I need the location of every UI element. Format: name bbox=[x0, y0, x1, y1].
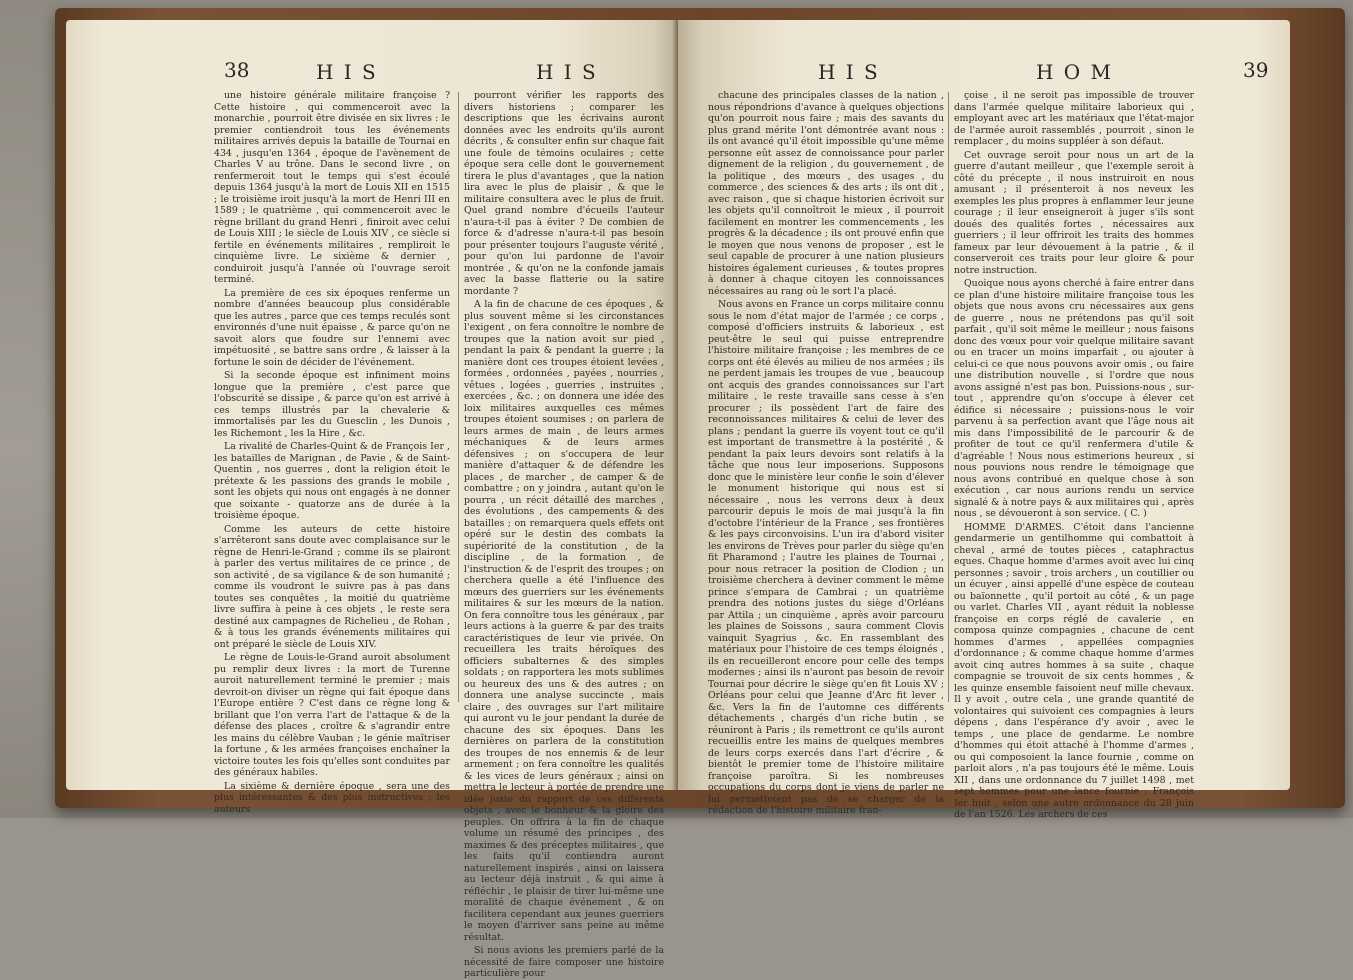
paragraph: Si la seconde époque est infiniment moins longue que la première , c'est parce que l'obscurité se dissipe , & parce qu'on est arrivé à ces temps illustrés par la chevalerie & immortalisés par les du Guesclin , les Dunois , les Richemont , les la Hire , &c. bbox=[214, 370, 450, 439]
column-rule bbox=[458, 92, 459, 702]
left-running-head: H I S bbox=[316, 60, 378, 84]
right-page bbox=[678, 20, 1290, 820]
right-running-head: H O M bbox=[1036, 60, 1114, 84]
right-running-head-1: H I S bbox=[818, 60, 880, 84]
paragraph: Si nous avions les premiers parlé de la nécessité de faire composer une histoire particulière pour bbox=[464, 945, 664, 979]
paragraph: pourront vérifier les rapports des divers historiens ; comparer les descriptions que les écrivains auront données avec les endroits qu'ils auront décrits , & consulter enfin sur chaque fait une foule de témoins oculaires ; cette époque sera celle dont le gouvernement tirera le plus d'avantages , que la nation lira avec le plus de plaisir , & que le militaire consultera avec le plus de fruit. Quel grand nombre d'écueils l'auteur n'aura-t-il pas à éviter ? De combien de force & d'adresse n'aura-t-il pas besoin pour présenter toujours l'auguste vérité , pour qu'on lui pardonne de l'avoir montrée , & qu'on ne la confonde jamais avec la basse flatterie ou la satire mordante ? bbox=[464, 90, 664, 297]
paragraph: Nous avons en France un corps militaire connu sous le nom d'état major de l'armée ; ce corps , composé d'officiers instruits & laborieux , est peut-être le seul qui puisse entreprendre l'histoire militaire françoise ; les membres de ce corps ont été élevés au milieu de nos armées ; ils ne perdent jamais les troupes de vue , beaucoup ont acquis des grandes connoissances sur l'art militaire , le reste travaille sans cesse à s'en procurer ; ils possèdent l'art de faire des reconnoissances militaires & celui de lever des plans ; pendant la guerre ils voyent tout ce qu'il est important de transmettre à la postérité , & pendant la paix leurs devoirs sont relatifs à la tâche que nous leur imposerions. Supposons donc que le ministère leur confie le soin d'élever le monument historique qui nous est si nécessaire , nous les verrons deux à deux parcourir depuis le mois de mai jusqu'à la fin d'octobre l'intérieur de la France , ses frontières & les pays circonvoisins. L'un ira d'abord visiter les environs de Trèves pour parler du siège qu'en fit Pharamond ; l'autre les plaines de Tournai , pour nous retracer la position de Clodion ; un troisième cherchera à deviner comment le même prince s'empara de Cambrai ; un quatrième prendra des notions justes du siège d'Orléans par Attila ; un cinquième , après avoir parcouru les plaines de Soissons , saura comment Clovis vainquit Syagrius , &c. En rassemblant des matériaux pour l'histoire de ces temps éloignés , ils en recueilleront encore pour celle des temps modernes ; ainsi ils n'auront pas besoin de revoir Tournai pour décrire le siège qu'en fit Louis XV ; Orléans pour celui que Jeanne d'Arc fit lever , &c. Vers la fin de l'automne ces différents détachements , chargés d'un riche butin , se réuniront à Paris ; ils remettront ce qu'ils auront recueillis entre les mains de quelques membres de leurs corps exercés dans l'art d'écrire , & bientôt le premier tome de l'histoire militaire françoise paroîtra. Si les nombreuses occupations du corps dont je viens de parler ne lui permettoient pas de se charger de la rédaction de l'histoire militaire fran- bbox=[708, 299, 944, 816]
paragraph: Le règne de Louis-le-Grand auroit absolument pu remplir deux livres : la mort de Turenne auroit naturellement terminé le premier ; mais devroit-on diviser un règne qui fait époque dans l'Europe entière ? C'est dans ce règne long & brillant que l'on verra l'art de l'attaque & de la défense des places , croître & s'agrandir entre les mains du célèbre Vauban ; le génie maîtriser la fortune , & les armées françoises enchaîner la victoire toutes les fois qu'elles sont conduites par des généraux habiles. bbox=[214, 652, 450, 778]
paragraph: Cet ouvrage seroit pour nous un art de la guerre d'autant meilleur , que l'exemple seroit à côté du précepte , il nous instruiroit en nous amusant ; il présenteroit à nos neveux les exemples les plus propres à enflammer leur jeune courage ; il leur enseigneroit à juger s'ils sont doués des qualités fortes , nécessaires aux guerriers ; il leur offriroit les traits des hommes fameux par leur dévouement à la patrie , & il conserveroit ces traits pour leur gloire & pour notre instruction. bbox=[954, 149, 1194, 276]
paragraph: La rivalité de Charles-Quint & de François Ier , les batailles de Marignan , de Pavie , & de Saint-Quentin , nos guerres , dont la religion étoit le prétexte & les passions des grands le mobile , sont les objets qui nous ont engagés à ne donner que soixante - quatorze ans de durée à la troisième époque. bbox=[214, 441, 450, 521]
paragraph: une histoire générale militaire françoise ? Cette histoire , qui commenceroit avec la monarchie , pourroit être divisée en six livres : le premier contiendroit tous les événements militaires arrivés depuis la bataille de Tournai en 434 , jusqu'en 1364 , époque de l'avènement de Charles V au trône. Dans le second livre , on renfermeroit tout le temps qui s'est écoulé depuis 1364 jusqu'à la mort de Louis XII en 1515 ; le troisième iroit jusqu'à la mort de Henri III en 1589 ; le quatrième , qui commenceroit avec le règne brillant du grand Henri , finiroit avec celui de Louis XIII ; le siècle de Louis XIV , ce siècle si fertile en événements militaires , rempliroit le cinquième livre. Le sixième & dernier , conduiroit jusqu'à l'année où l'ouvrage seroit terminé. bbox=[214, 90, 450, 285]
column-rule bbox=[948, 92, 949, 702]
left-running-head-2: H I S bbox=[536, 60, 598, 84]
paragraph: A la fin de chacune de ces époques , & plus souvent même si les circonstances l'exigent , on fera connoître le nombre de troupes que la nation avoit sur pied , pendant la paix & pendant la guerre ; la manière dont ces troupes étoient levées , formées , ordonnées , payées , nourries , vêtues , logées , guerries , instruites , exercées , &c. ; on donnera une idée des loix militaires auxquelles ces mêmes troupes étoient soumises ; on parlera de leurs armes de main , de leurs armes méchaniques & de leurs armes défensives ; on s'occupera de leur manière d'attaquer & de défendre les places , de marcher , de camper & de combattre ; on y joindra , autant qu'on le pourra , un récit détaillé des marches , des évolutions , des campements & des batailles ; on remarquera quels effets ont opéré sur le destin des combats la supériorité de la constitution , de la discipline , de la formation , de l'instruction & de l'esprit des troupes ; on cherchera quelle a été l'influence des mœurs des guerriers sur les événements militaires & sur les mœurs de la nation. On fera connoître tous les généraux , par leurs actions à la guerre & par des traits caractéristiques de leur vie privée. On recueillera les traits héroïques des officiers subalternes & des simples soldats ; on rapportera les mots sublimes ou heureux des uns & des autres ; on donnera une analyse succincte , mais claire , des ouvrages sur l'art militaire qui auront vu le jour pendant la durée de chacune des six époques. Dans les dernières on parlera de la constitution des troupes de nos ennemis & de leur armement ; on fera connoître les qualités & les vices de leurs généraux ; ainsi on mettra le lecteur à portée de prendre une idée juste du rapport de ces différents objets , avec le bonheur & la gloire des peuples. On offrira à la fin de chaque volume un résumé des principes , des maximes & des préceptes militaires , que les faits qu'il contiendra auront naturellement inspirés , ainsi on laissera au lecteur déjà instruit , & qui aime à réfléchir , le plaisir de tirer lui-même une moralité de chaque événement , & on facilitera cependant aux jeunes guerriers le moyen d'arriver sans peine au même résultat. bbox=[464, 299, 664, 943]
paragraph: Comme les auteurs de cette histoire s'arrêteront sans doute avec complaisance sur le règne de Henri-le-Grand ; comme ils se plairont à parler des vertus militaires de ce prince , de son activité , de sa vigilance & de son humanité ; comme ils voudront le suivre pas à pas dans toutes ses conquêtes , la moitié du quatrième livre suffira à peine à ces objets , le reste sera destiné aux campagnes de Richelieu , de Rohan , & à tous les grands événements militaires qui ont préparé le siècle de Louis XIV. bbox=[214, 523, 450, 650]
left-column-2 bbox=[464, 90, 664, 979]
paragraph: chacune des principales classes de la nation , nous répondrions d'avance à quelques objections qu'on pourroit nous faire ; mais des savants du plus grand mérite l'ont démontrée avant nous : ils ont avancé qu'il étoit impossible qu'une même personne eût assez de connoissance pour parler dignement de la religion , du gouvernement , de la politique , des mœurs , des usages , du commerce , des sciences & des arts ; ils ont dit , avec raison , que si chaque historien écrivoit sur les objets qu'il connoîtroit le mieux , il pourroit facilement en montrer les commencements , les progrès & la décadence ; ils ont prouvé enfin que le moyen que nous venons de proposer , est le seul capable de procurer à une nation plusieurs histoires également curieuses , & toutes propres à donner à chaque citoyen les connoissances nécessaires au rang où le sort l'a placé. bbox=[708, 90, 944, 297]
right-folio: 39 bbox=[1243, 58, 1269, 82]
left-column-1 bbox=[214, 90, 450, 815]
paragraph: Quoique nous ayons cherché à faire entrer dans ce plan d'une histoire militaire françoise tous les objets que nous avons cru nécessaires aux gens de guerre , nous ne prétendons pas qu'il soit parfait , qu'il soit même le meilleur ; nous faisons donc des vœux pour voir quelque militaire savant ou en tracer un moins imparfait , ou ajouter à celui-ci ce que nous pouvons avoir omis , ou faire une distribution nouvelle , si l'ordre que nous avons assigné n'est pas bon. Puissions-nous , sur-tout , apprendre qu'on s'occupe à élever cet édifice si nécessaire ; puissions-nous le voir parvenu à sa perfection avant que l'âge nous ait mis dans l'impossibilité de le parcourir & de profiter de tout ce qu'il renfermera d'utile & d'agréable ! Nous nous estimerions heureux , si nous pouvions nous rendre le témoignage que nous avons contribué en quelque chose à son exécution , car nous aurions rendu un service signalé & à notre pays & aux militaires qui , après nous , se dévoueront à son service. ( C. ) bbox=[954, 278, 1194, 519]
right-column-2 bbox=[954, 90, 1194, 820]
right-column-1 bbox=[708, 90, 944, 816]
paragraph: La première de ces six époques renferme un nombre d'années beaucoup plus considérable que les autres , parce que ces temps reculés sont environnés d'une nuit épaisse , & parce qu'on ne savoit alors que foudre sur l'ennemi avec impétuosité , se battre sans ordre , & laisser à la fortune le soin de décider de l'événement. bbox=[214, 287, 450, 368]
paragraph: çoise , il ne seroit pas impossible de trouver dans l'armée quelque militaire laborieux qui , employant avec art les matériaux que l'état-major de l'armée auroit rassemblés , pourroit , sinon le remplacer , du moins suppléer à son défaut. bbox=[954, 90, 1194, 147]
paragraph: HOMME D'ARMES. C'étoit dans l'ancienne gendarmerie un gentilhomme qui combattoit à cheval , armé de toutes pièces , cataphractus eques. Chaque homme d'armes avoit avec lui cinq personnes ; savoir , trois archers , un coutillier ou un écuyer , ainsi appellé d'une espèce de couteau ou baïonnette , qu'il portoit au côté , & un page ou varlet. Charles VII , ayant réduit la noblesse françoise en corps réglé de cavalerie , en composa quinze compagnies , chacune de cent hommes d'armes , appellées compagnies d'ordonnance ; & comme chaque homme d'armes avoit cinq autres hommes à sa suite , chaque compagnie se trouvoit de six cents hommes , & les quinze ensemble faisoient neuf mille chevaux. Il y avoit , outre cela , une grande quantité de volontaires qui suivoient ces compagnies à leurs dépens , dans l'espérance d'y avoir , avec le temps , une place de gendarme. Le nombre d'hommes qui étoit attaché à l'homme d'armes , ou qui composoient la lance fournie , comme on parloit alors , n'a pas toujours été le même. Louis XII , dans une ordonnance du 7 juillet 1498 , met sept hommes pour une lance fournie ; François Ier huit , selon une autre ordonnance du 28 juin de l'an 1526. Les archers de ces bbox=[954, 521, 1194, 820]
left-page bbox=[66, 20, 678, 979]
left-folio: 38 bbox=[224, 58, 250, 82]
paragraph: La sixième & dernière époque , sera une des plus intéressantes & des plus instructives ; les auteurs bbox=[214, 780, 450, 815]
